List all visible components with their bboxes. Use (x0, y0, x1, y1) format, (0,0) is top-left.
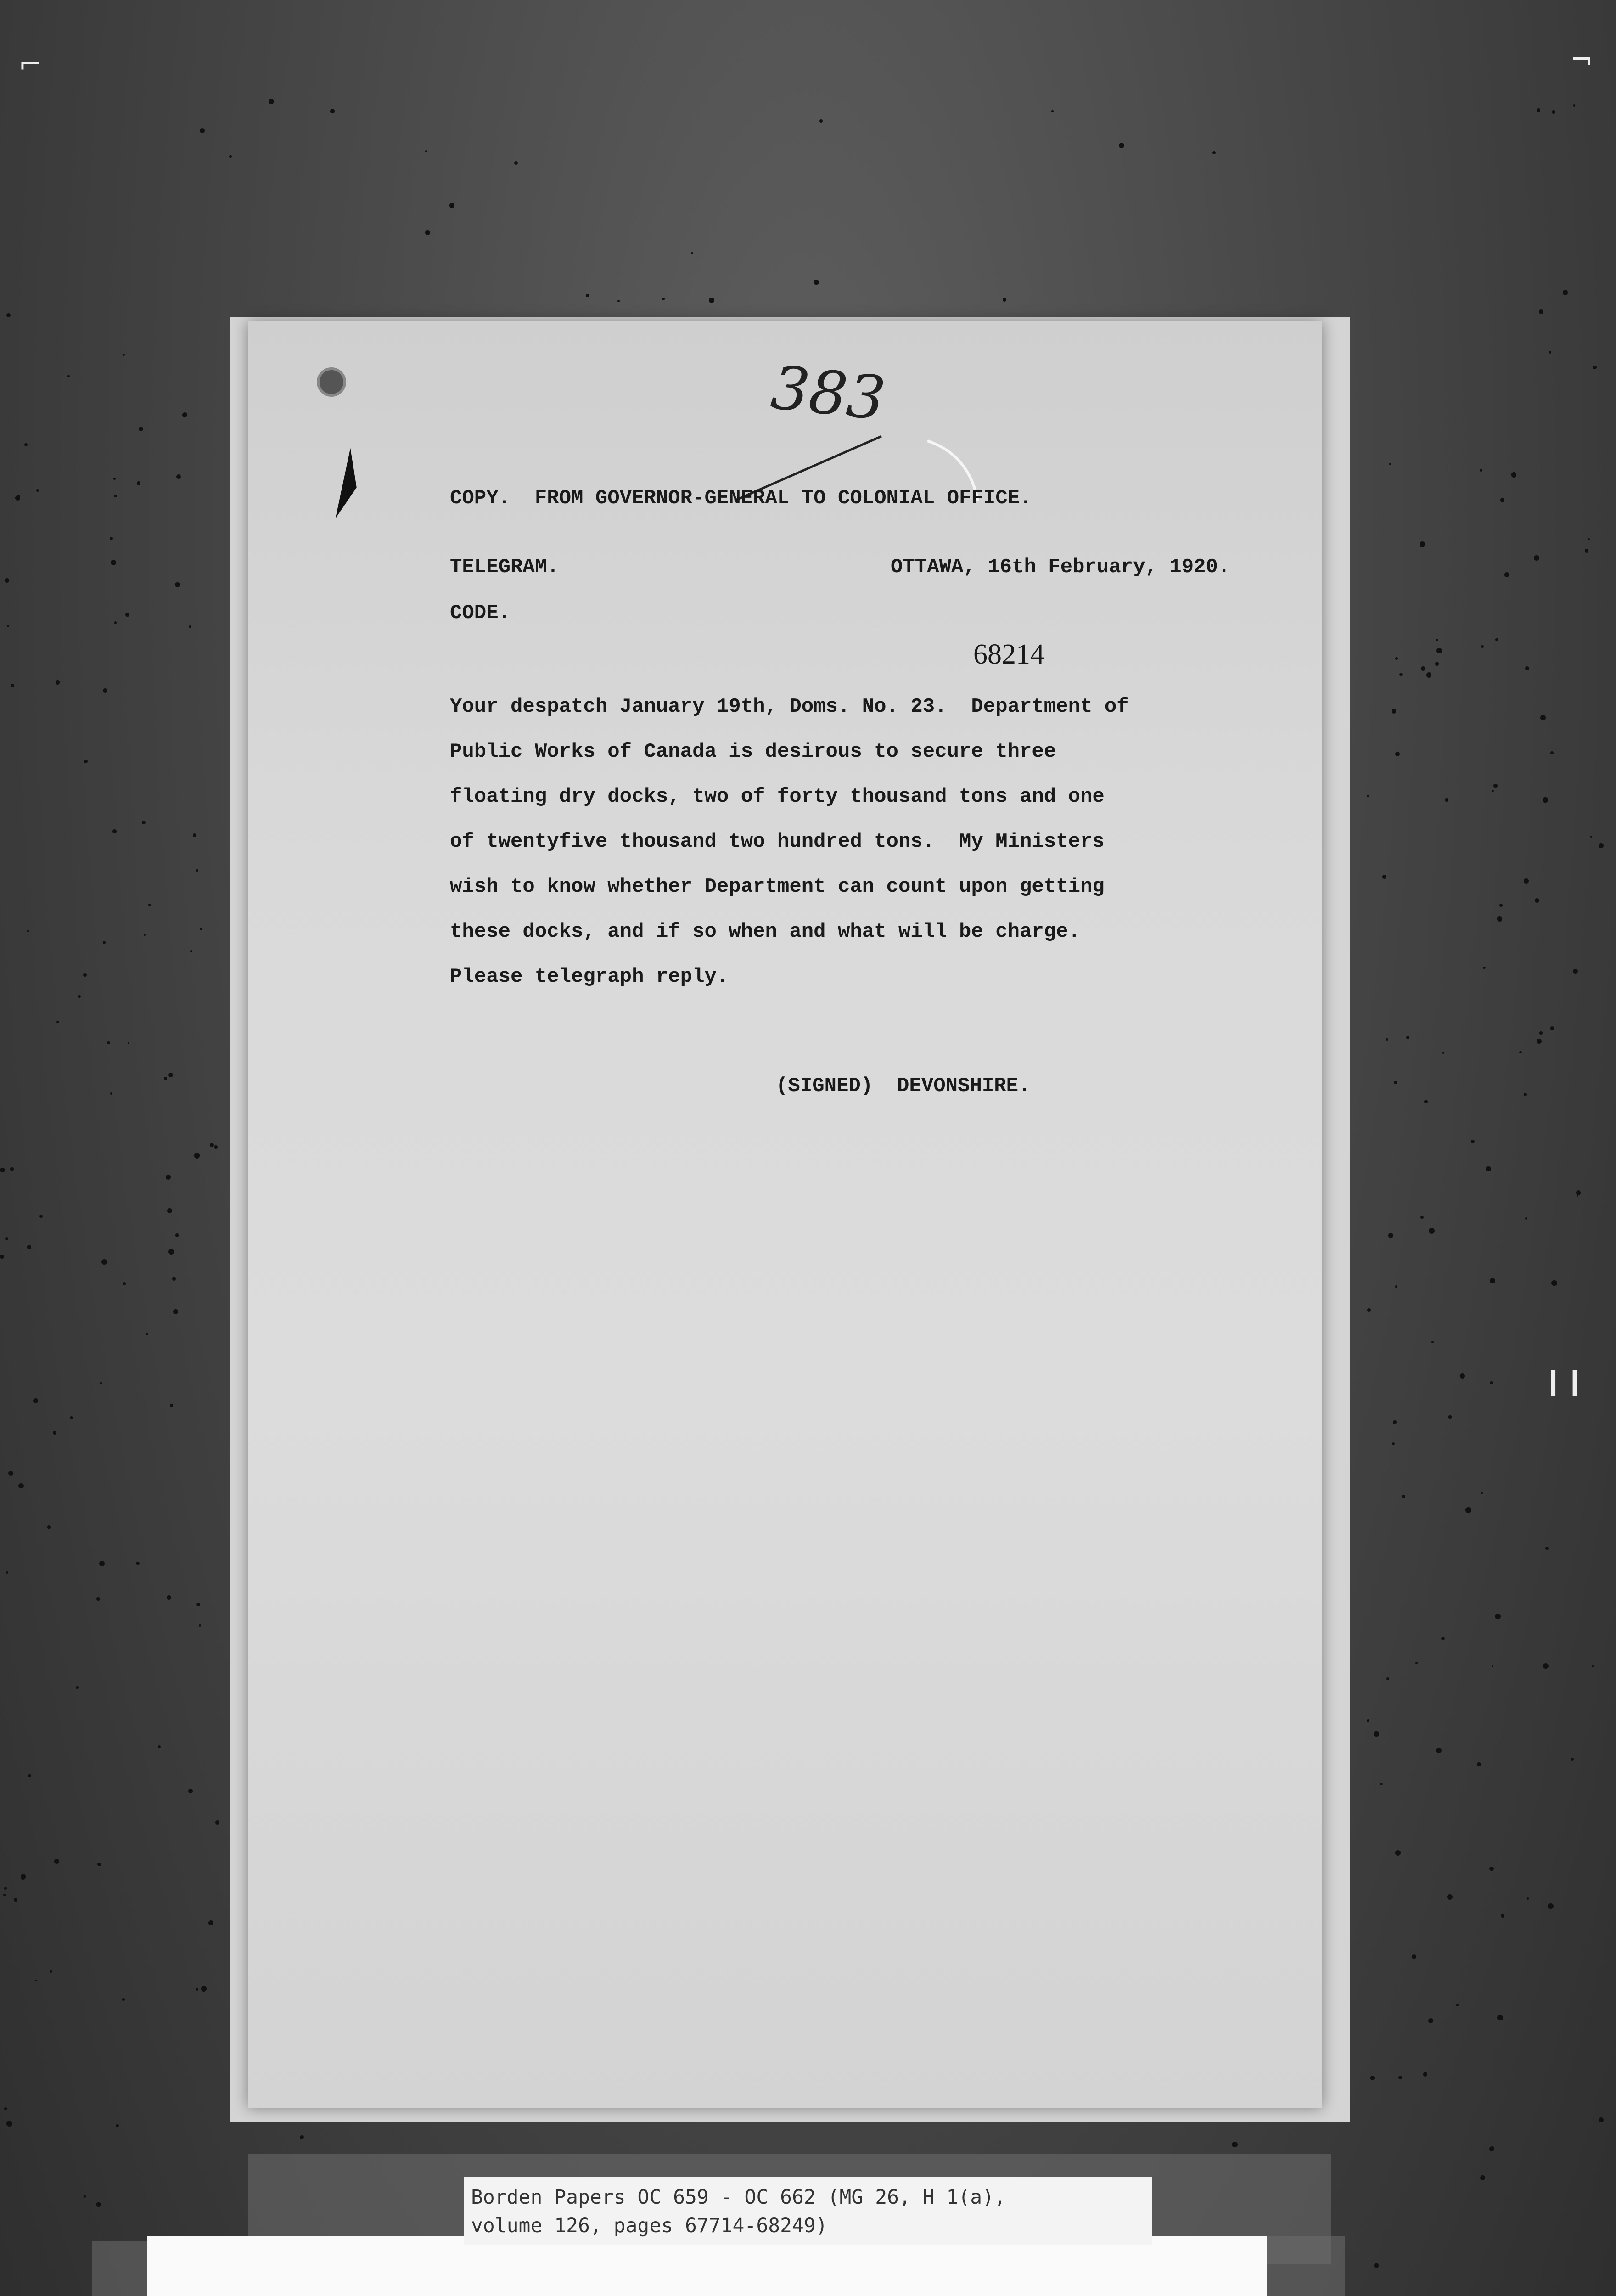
film-speck (164, 1077, 167, 1080)
film-speck (172, 1277, 176, 1281)
film-speck (56, 680, 60, 685)
film-speck (123, 1282, 126, 1285)
film-speck (1380, 1783, 1382, 1785)
film-speck (1539, 1031, 1542, 1034)
film-speck (84, 2195, 86, 2197)
film-speck (1486, 1166, 1491, 1172)
document-sheet (248, 321, 1322, 2108)
film-speck (24, 443, 28, 446)
film-speck (1563, 290, 1568, 295)
film-speck (1519, 1051, 1521, 1053)
film-speck (14, 1898, 17, 1902)
film-speck (10, 1167, 14, 1171)
film-speck (1051, 110, 1053, 112)
film-speck (1543, 797, 1548, 803)
body-line: Public Works of Canada is desirous to secure three (450, 740, 1056, 763)
film-speck (1501, 1914, 1504, 1918)
telegram-label: TELEGRAM. (450, 556, 559, 579)
reference-line-1: Borden Papers OC 659 - OC 662 (MG 26, H 1(a), (471, 2186, 1006, 2209)
film-speck (137, 481, 140, 485)
film-speck (39, 1215, 43, 1218)
film-speck (1499, 904, 1503, 907)
film-speck (113, 478, 116, 480)
film-speck (1548, 1903, 1554, 1909)
film-speck (1495, 638, 1498, 642)
document-heading: COPY. FROM GOVERNOR-GENERAL TO COLONIAL OFFICE. (450, 487, 1032, 510)
film-speck (190, 950, 192, 952)
film-speck (5, 578, 9, 583)
film-speck (1477, 1762, 1481, 1767)
film-speck (1423, 2072, 1428, 2077)
film-speck (1585, 549, 1588, 552)
film-speck (1480, 469, 1482, 472)
body-line: Your despatch January 19th, Doms. No. 23. Department of (450, 695, 1129, 718)
film-speck (33, 1398, 38, 1403)
corner-mark-top-left: ⌐ (18, 48, 42, 80)
film-speck (449, 203, 454, 208)
reference-line-2: volume 126, pages 67714-68249) (471, 2214, 828, 2237)
film-speck (194, 1153, 200, 1159)
corner-mark-top-right: ¬ (1570, 44, 1594, 76)
film-speck (67, 375, 70, 377)
film-speck (1412, 1954, 1417, 1959)
film-speck (1524, 878, 1528, 883)
film-speck (1535, 898, 1539, 903)
film-speck (1492, 1665, 1494, 1667)
film-speck (1420, 1216, 1423, 1219)
film-speck (6, 2121, 12, 2126)
film-speck (1370, 2076, 1375, 2080)
film-speck (146, 1333, 148, 1335)
film-speck (125, 613, 129, 617)
film-speck (1394, 1081, 1397, 1084)
body-line: wish to know whether Department can count upon getting (450, 875, 1105, 898)
film-speck (662, 298, 665, 300)
film-speck (1441, 1637, 1445, 1640)
film-speck (1448, 1415, 1452, 1419)
film-speck (229, 155, 232, 158)
film-speck (1537, 108, 1540, 112)
tear-mark (327, 445, 370, 520)
place-date: OTTAWA, 16th February, 1920. (891, 556, 1230, 579)
film-speck (1442, 1052, 1444, 1054)
film-speck (300, 2135, 304, 2139)
film-speck (0, 1168, 5, 1173)
film-speck (1493, 784, 1497, 788)
film-speck (269, 99, 274, 104)
telegram-body (450, 684, 1129, 999)
film-speck (1436, 1748, 1442, 1753)
film-speck (50, 1970, 52, 1973)
film-speck (175, 582, 180, 587)
body-line: Please telegraph reply. (450, 965, 729, 988)
film-speck (167, 1208, 172, 1213)
film-speck (1545, 1547, 1549, 1550)
reference-strip (464, 2177, 1152, 2245)
tape-strip (1267, 2236, 1345, 2296)
film-speck (1435, 662, 1439, 665)
film-speck (691, 252, 693, 254)
film-speck (1406, 1036, 1409, 1039)
film-speck (1489, 1867, 1493, 1871)
film-speck (1511, 472, 1516, 477)
film-speck (18, 1483, 23, 1488)
film-speck (1534, 555, 1539, 561)
film-speck (1447, 1894, 1453, 1900)
film-speck (1465, 1507, 1471, 1513)
film-speck (1456, 2004, 1459, 2006)
film-speck (1525, 1217, 1527, 1220)
film-speck (1212, 151, 1216, 154)
film-speck (1492, 790, 1494, 792)
film-speck (1003, 298, 1006, 302)
film-speck (1490, 1278, 1495, 1283)
film-speck (1525, 666, 1529, 670)
film-speck (196, 1988, 199, 1991)
film-speck (8, 1471, 13, 1476)
film-speck (1550, 751, 1554, 754)
film-speck (56, 1021, 59, 1024)
film-speck (1552, 110, 1555, 114)
film-speck (103, 941, 106, 944)
film-speck (110, 537, 113, 540)
film-speck (7, 625, 9, 627)
film-speck (6, 1571, 8, 1574)
film-speck (1367, 795, 1369, 797)
film-speck (100, 1382, 102, 1384)
film-speck (1374, 2263, 1379, 2268)
file-number: 68214 (973, 639, 1044, 670)
film-speck (1392, 709, 1397, 714)
film-speck (1537, 1039, 1541, 1043)
film-speck (1497, 916, 1502, 921)
film-speck (330, 109, 335, 113)
film-speck (3, 1894, 6, 1896)
film-speck (1436, 639, 1438, 642)
film-speck (103, 688, 107, 693)
film-speck (1576, 1190, 1581, 1195)
film-speck (1445, 798, 1448, 801)
film-speck (1428, 2018, 1433, 2023)
film-speck (1524, 1093, 1527, 1096)
film-speck (96, 2202, 101, 2207)
film-speck (54, 1859, 59, 1864)
film-speck (1573, 104, 1576, 107)
edge-mark-right: ❙❙ (1543, 1366, 1586, 1396)
film-speck (199, 1624, 202, 1627)
film-speck (1593, 366, 1596, 369)
film-speck (5, 1237, 8, 1240)
film-speck (1374, 1731, 1379, 1736)
film-speck (116, 2124, 119, 2127)
film-speck (1551, 1280, 1557, 1286)
film-speck (1393, 1420, 1397, 1424)
body-line: floating dry docks, two of forty thousand tons and one (450, 785, 1105, 808)
film-speck (107, 1041, 110, 1045)
handwritten-folio-number: 383 (768, 352, 889, 434)
film-speck (425, 230, 430, 235)
film-speck (1436, 648, 1442, 653)
film-speck (128, 1042, 129, 1044)
film-speck (201, 1986, 207, 1992)
film-speck (1420, 541, 1425, 547)
film-speck (166, 1175, 171, 1180)
film-speck (196, 869, 198, 872)
punch-hole (317, 367, 346, 397)
signature: (SIGNED) DEVONSHIRE. (776, 1075, 1031, 1097)
body-line: these docks, and if so when and what will be charge. (450, 920, 1081, 943)
code-label: CODE. (450, 602, 511, 625)
film-speck (1483, 967, 1485, 969)
film-speck (215, 1820, 219, 1824)
film-speck (53, 1431, 56, 1435)
film-speck (1426, 672, 1432, 678)
film-speck (136, 1562, 139, 1565)
film-speck (1429, 1228, 1435, 1234)
film-speck (76, 1686, 79, 1689)
film-speck (1500, 498, 1504, 502)
film-speck (189, 625, 191, 628)
film-speck (84, 760, 87, 763)
film-speck (176, 474, 181, 479)
body-line: of twentyfive thousand two hundred tons. My Ministers (450, 830, 1105, 853)
film-speck (148, 904, 151, 906)
film-speck (1386, 1677, 1389, 1680)
film-speck (96, 1597, 100, 1600)
film-speck (173, 1309, 178, 1314)
film-speck (1504, 572, 1509, 577)
film-speck (6, 313, 11, 317)
film-speck (1573, 969, 1577, 974)
film-speck (1599, 2117, 1604, 2122)
film-speck (1495, 1614, 1501, 1620)
tape-strip (92, 2241, 147, 2296)
film-speck (214, 1145, 218, 1149)
film-speck (1489, 2146, 1494, 2151)
film-speck (78, 995, 80, 998)
film-speck (1599, 843, 1604, 848)
film-speck (175, 1233, 179, 1237)
film-speck (1232, 2142, 1238, 2148)
